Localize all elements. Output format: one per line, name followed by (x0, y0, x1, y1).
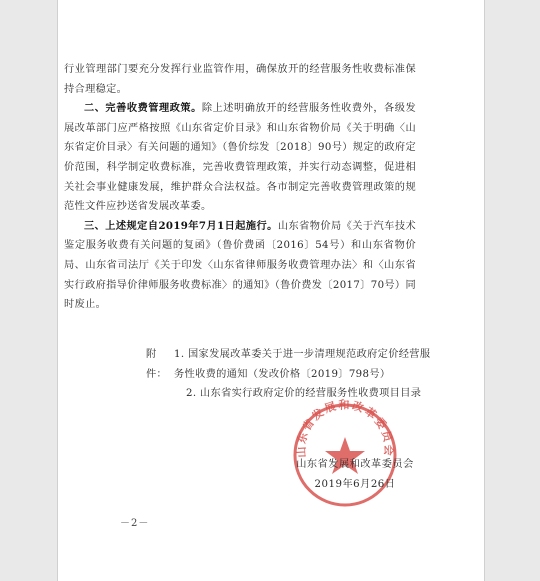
paragraph-2-text: 除上述明确放开的经营服务性收费外，各级发展改革部门应严格按照《山东省定价目录》和山东省物价局《关于明确〈山东省定价目录〉有关问题的通知》（鲁价综发〔2018〕90号）规定的政府定价范围，科学制定收费标准，完善收费管理政策，并实行动态调整，促进相关社会事业健康发展，维护群众合法权益。各市制定完善收费管理政策的规范性文件应抄送省发展改革委。 (64, 103, 417, 213)
attachment-item-2: 2. 山东省实行政府定价的经营服务性收费项目目录 (186, 388, 422, 400)
page-number: －2－ (120, 518, 150, 529)
attachment-item-1: 1. 国家发展改革委关于进一步清理规范政府定价经营服务性收费的通知（发改价格〔2019〕798号） (174, 349, 431, 380)
paragraph-continued: 行业管理部门要充分发挥行业监管作用，确保放开的经营服务性收费标准保持合理稳定。 (64, 64, 416, 95)
document-body (64, 60, 416, 315)
paragraph-3-heading: 三、上述规定自2019年7月1日起施行。 (84, 219, 278, 232)
paragraph-3-text: 山东省物价局《关于汽车技术鉴定服务收费有关问题的复函》（鲁价费函〔2016〕54号）和山东省物价局、山东省司法厅《关于印发〈山东省律师服务收费管理办法〉和〈山东省实行政府指导价律师服务收费标准〉的通知》（鲁价费发〔2017〕70号）同时废止。 (64, 220, 417, 311)
paragraph-2-heading: 二、完善收费管理政策。 (84, 102, 202, 115)
paragraph-2 (64, 99, 416, 217)
issue-date: 2019年6月26日 (314, 478, 396, 490)
seal-text: 山东省发展和改革委员会 (294, 398, 396, 458)
issuing-organization: 山东省发展和改革委员会 (296, 459, 414, 470)
signature-block (270, 455, 440, 494)
attachments-label: 附件： (146, 349, 168, 380)
paragraph-3 (64, 217, 416, 315)
